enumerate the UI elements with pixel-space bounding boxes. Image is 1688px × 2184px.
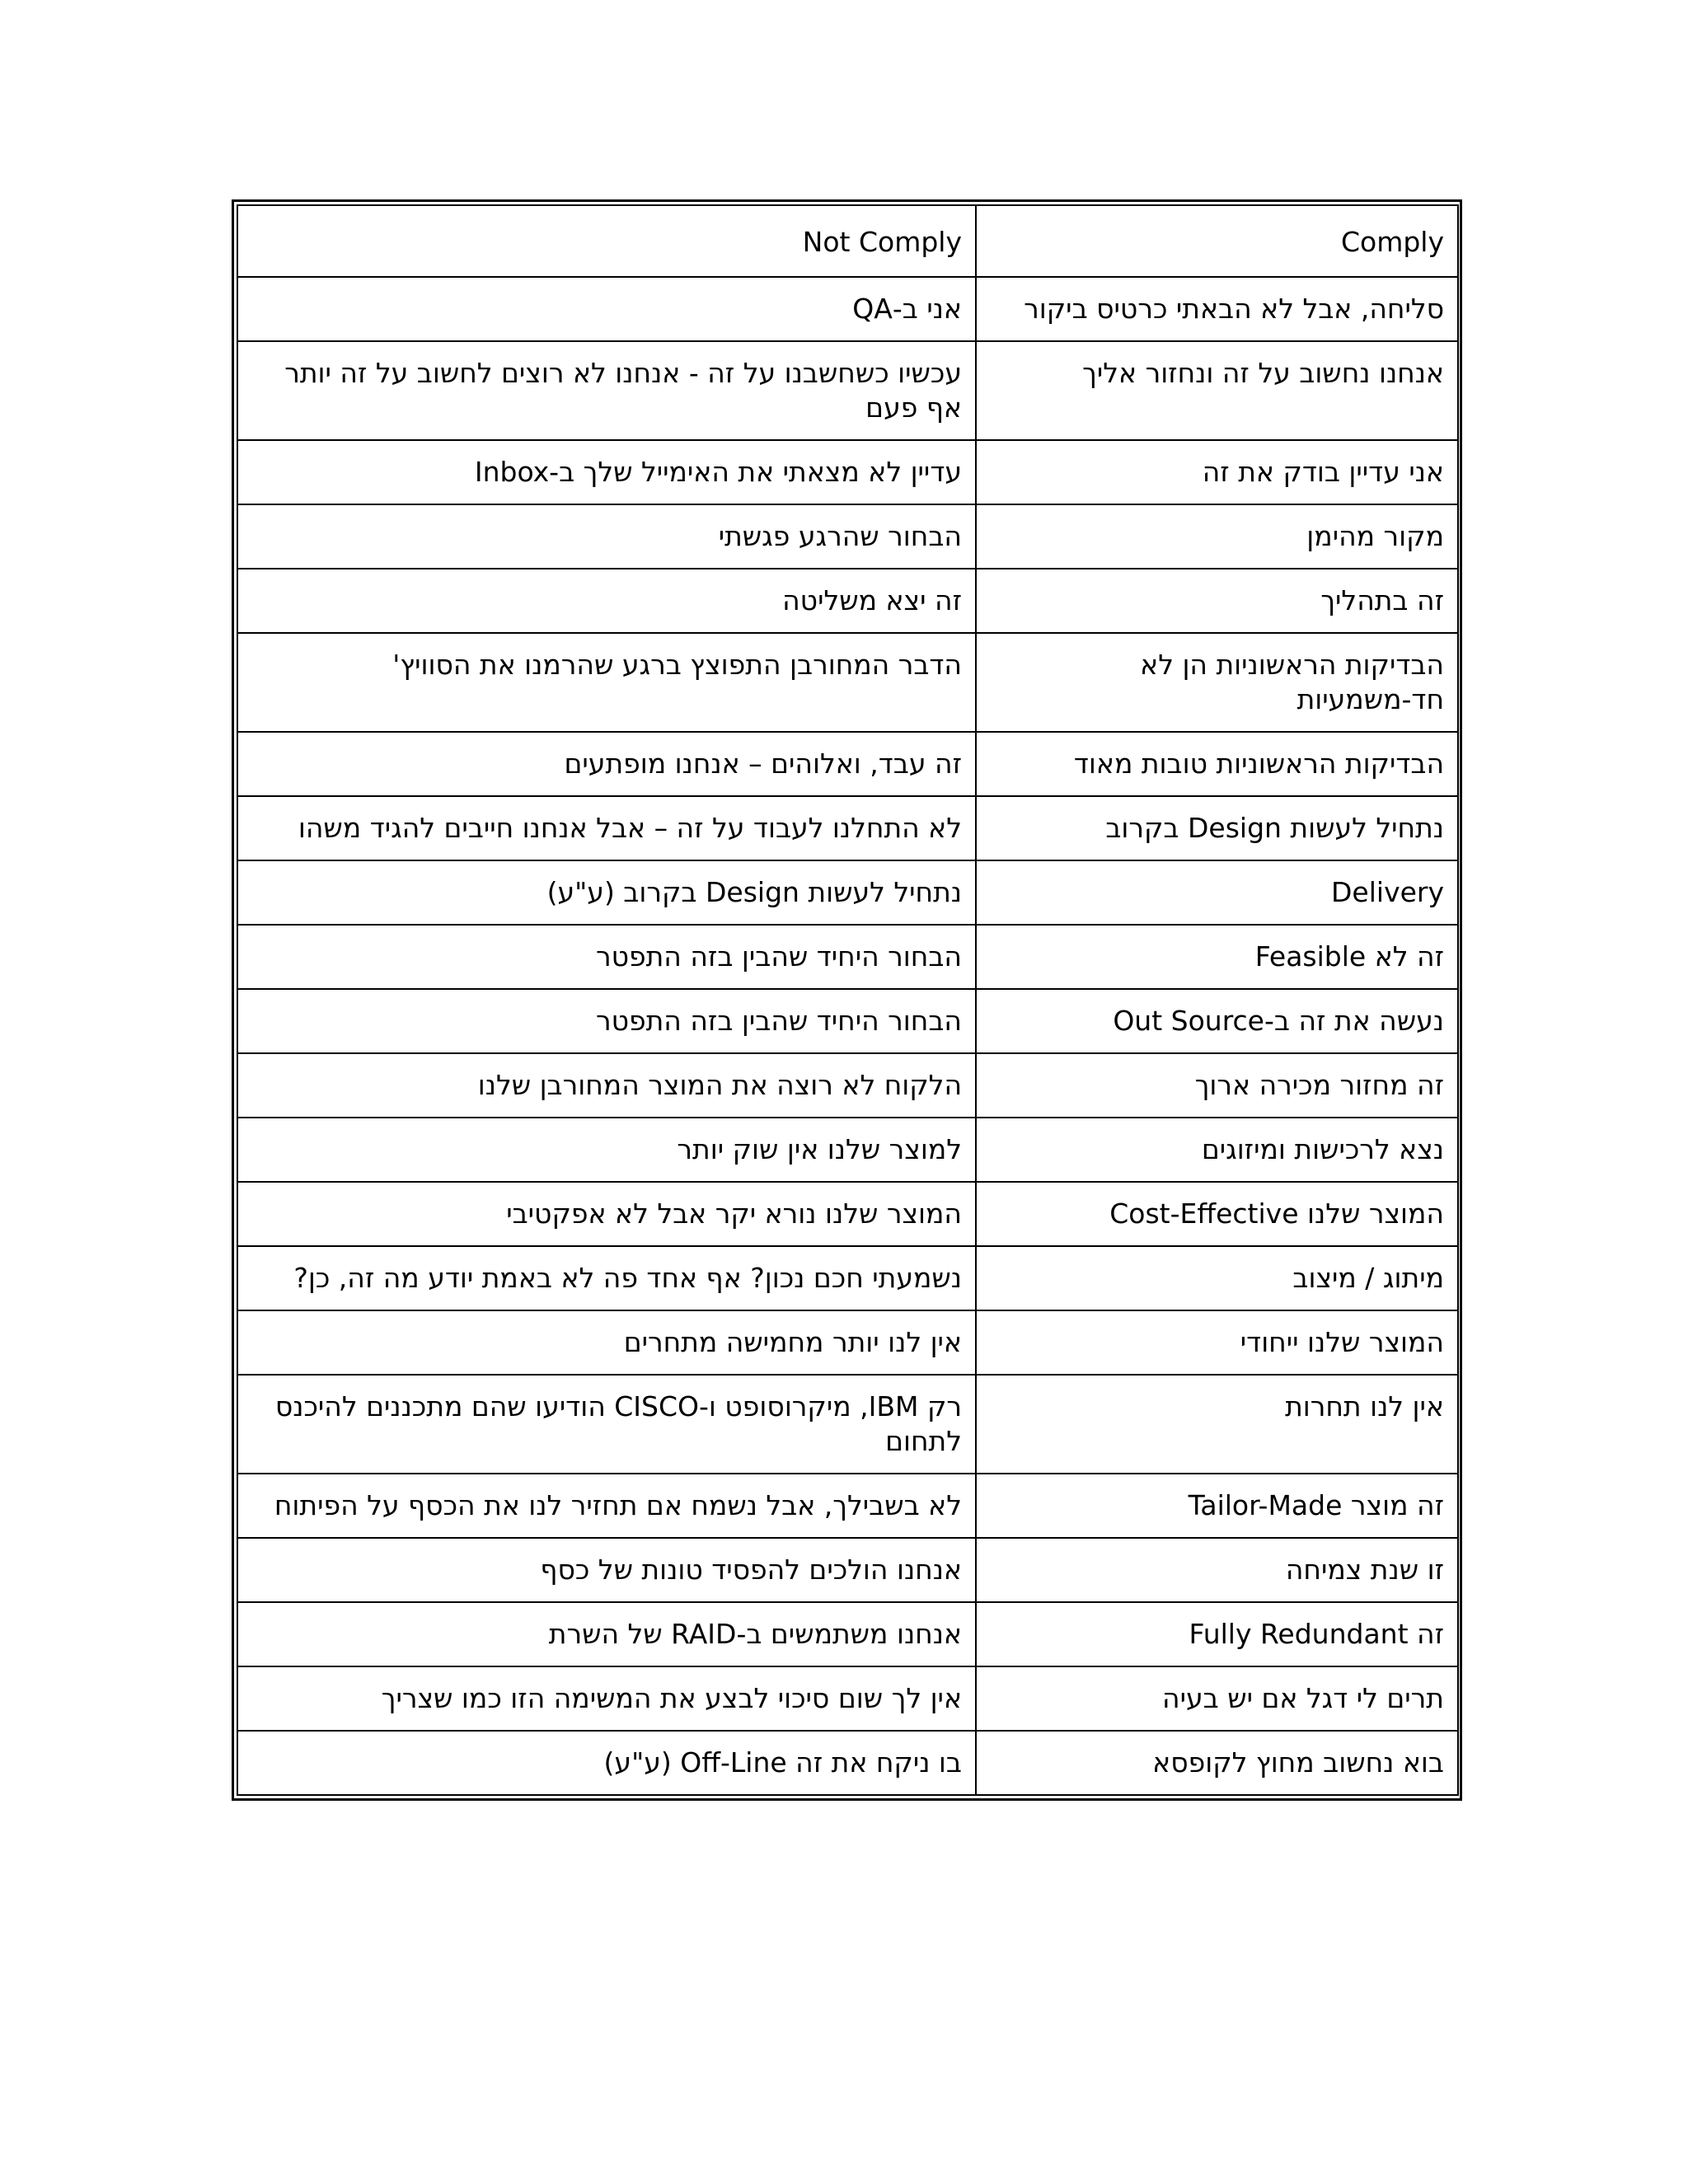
table-row <box>237 569 1458 633</box>
cell-not-comply: בו ניקח את זה Off-Line (ע"ע) <box>237 1731 976 1795</box>
table-row <box>237 860 1458 925</box>
table-row <box>237 1118 1458 1182</box>
table-row <box>237 1666 1458 1731</box>
cell-not-comply: עכשיו כשחשבנו על זה - אנחנו לא רוצים לחשוב על זה יותר אף פעם <box>237 341 976 440</box>
cell-comply: מיתוג / מיצוב <box>976 1246 1458 1310</box>
cell-not-comply: אנחנו משתמשים ב-RAID של השרת <box>237 1602 976 1666</box>
table-row <box>237 1375 1458 1474</box>
cell-comply: מקור מהימן <box>976 504 1458 569</box>
cell-comply: המוצר שלנו ייחודי <box>976 1310 1458 1375</box>
cell-not-comply: נשמעתי חכם נכון? אף אחד פה לא באמת יודע מה זה, כן? <box>237 1246 976 1310</box>
header-comply: Comply <box>976 205 1458 277</box>
table-row <box>237 1053 1458 1118</box>
cell-comply: אנחנו נחשוב על זה ונחזור אליך <box>976 341 1458 440</box>
cell-comply: תרים לי דגל אם יש בעיה <box>976 1666 1458 1731</box>
cell-comply: Delivery <box>976 860 1458 925</box>
cell-not-comply: זה יצא משליטה <box>237 569 976 633</box>
cell-not-comply: הדבר המחורבן התפוצץ ברגע שהרמנו את הסוויץ' <box>237 633 976 732</box>
cell-not-comply: זה עבד, ואלוהים – אנחנו מופתעים <box>237 732 976 796</box>
table-row <box>237 1538 1458 1602</box>
cell-comply: בוא נחשוב מחוץ לקופסא <box>976 1731 1458 1795</box>
cell-not-comply: הלקוח לא רוצה את המוצר המחורבן שלנו <box>237 1053 976 1118</box>
table-body <box>237 205 1458 1795</box>
cell-not-comply: למוצר שלנו אין שוק יותר <box>237 1118 976 1182</box>
comply-table <box>237 204 1459 1796</box>
table-row <box>237 796 1458 860</box>
table-row <box>237 732 1458 796</box>
cell-not-comply: רק IBM, מיקרוסופט ו-CISCO הודיעו שהם מתכננים להיכנס לתחום <box>237 1375 976 1474</box>
table-row <box>237 504 1458 569</box>
cell-comply: זו שנת צמיחה <box>976 1538 1458 1602</box>
cell-comply: אני עדיין בודק את זה <box>976 440 1458 504</box>
cell-not-comply: המוצר שלנו נורא יקר אבל לא אפקטיבי <box>237 1182 976 1246</box>
table-row <box>237 1182 1458 1246</box>
cell-not-comply: לא התחלנו לעבוד על זה – אבל אנחנו חייבים להגיד משהו <box>237 796 976 860</box>
cell-comply: הבדיקות הראשוניות טובות מאוד <box>976 732 1458 796</box>
cell-not-comply: הבחור היחיד שהבין בזה התפטר <box>237 925 976 989</box>
table-row <box>237 1246 1458 1310</box>
cell-comply: זה מוצר Tailor-Made <box>976 1474 1458 1538</box>
cell-comply: נצא לרכישות ומיזוגים <box>976 1118 1458 1182</box>
cell-not-comply: לא בשבילך, אבל נשמח אם תחזיר לנו את הכסף על הפיתוח <box>237 1474 976 1538</box>
cell-not-comply: נתחיל לעשות Design בקרוב (ע"ע) <box>237 860 976 925</box>
table-row <box>237 277 1458 341</box>
cell-comply: סליחה, אבל לא הבאתי כרטיס ביקור <box>976 277 1458 341</box>
cell-comply: זה לא Feasible <box>976 925 1458 989</box>
table-row <box>237 989 1458 1053</box>
cell-not-comply: אני ב-QA <box>237 277 976 341</box>
cell-not-comply: הבחור היחיד שהבין בזה התפטר <box>237 989 976 1053</box>
table-row <box>237 633 1458 732</box>
table-row <box>237 1474 1458 1538</box>
header-row <box>237 205 1458 277</box>
table-row <box>237 1310 1458 1375</box>
cell-comply: נתחיל לעשות Design בקרוב <box>976 796 1458 860</box>
header-not-comply: Not Comply <box>237 205 976 277</box>
cell-not-comply: הבחור שהרגע פגשתי <box>237 504 976 569</box>
cell-not-comply: אנחנו הולכים להפסיד טונות של כסף <box>237 1538 976 1602</box>
cell-comply: זה בתהליך <box>976 569 1458 633</box>
cell-comply: זה מחזור מכירה ארוך <box>976 1053 1458 1118</box>
cell-not-comply: עדיין לא מצאתי את האימייל שלך ב-Inbox <box>237 440 976 504</box>
cell-comply: המוצר שלנו Cost-Effective <box>976 1182 1458 1246</box>
table-row <box>237 440 1458 504</box>
table-row <box>237 1731 1458 1795</box>
table-frame <box>232 199 1462 1801</box>
cell-comply: הבדיקות הראשוניות הן לא חד-משמעיות <box>976 633 1458 732</box>
cell-comply: נעשה את זה ב-Out Source <box>976 989 1458 1053</box>
cell-not-comply: אין לנו יותר מחמישה מתחרים <box>237 1310 976 1375</box>
cell-comply: זה Fully Redundant <box>976 1602 1458 1666</box>
table-row <box>237 1602 1458 1666</box>
table-row <box>237 341 1458 440</box>
cell-not-comply: אין לך שום סיכוי לבצע את המשימה הזו כמו שצריך <box>237 1666 976 1731</box>
table-row <box>237 925 1458 989</box>
cell-comply: אין לנו תחרות <box>976 1375 1458 1474</box>
